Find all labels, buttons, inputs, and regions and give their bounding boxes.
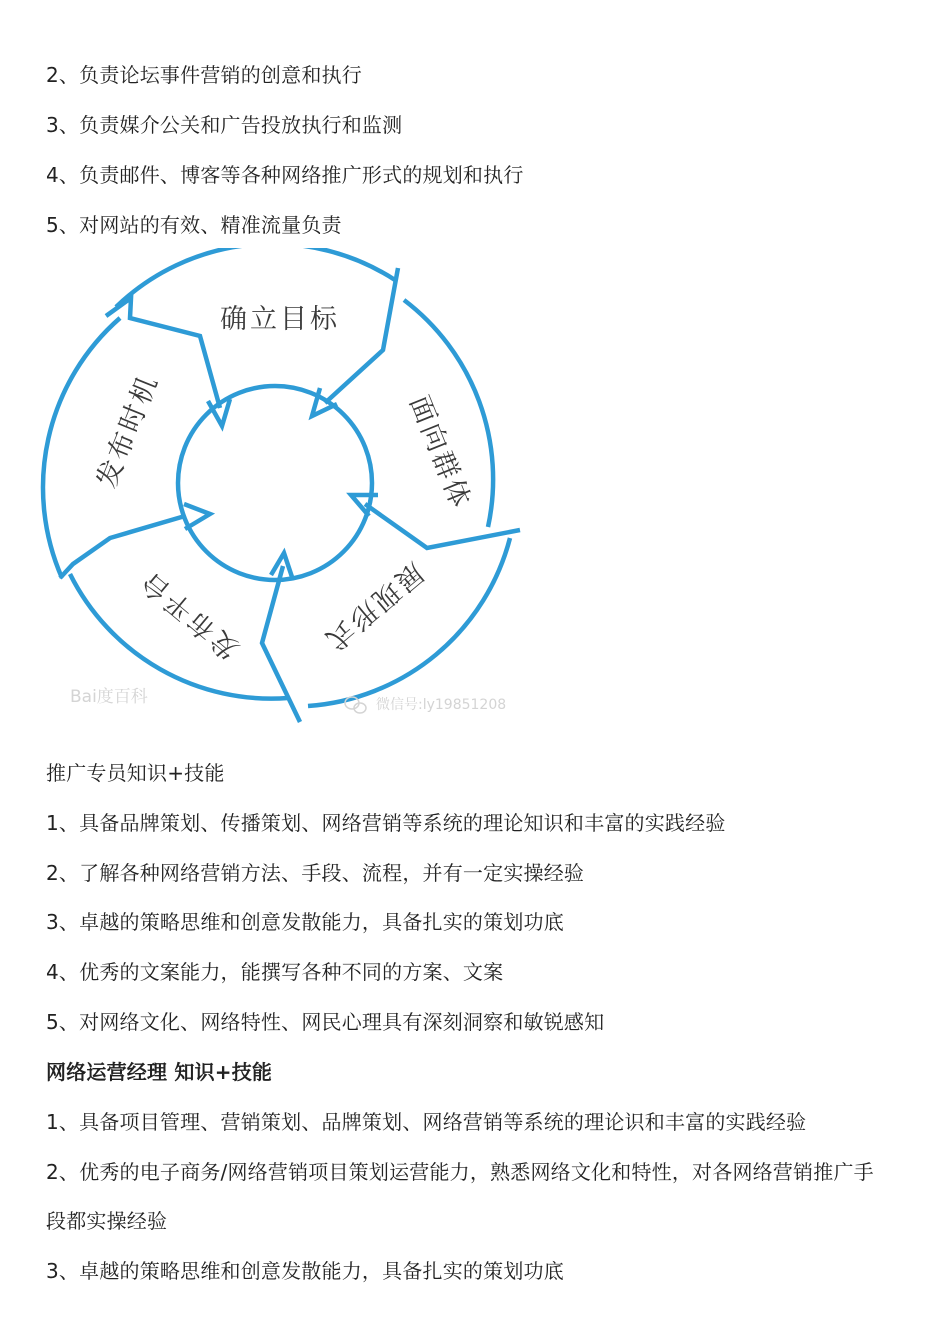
arrow-head — [184, 504, 210, 529]
list-item: 5、对网络文化、网络特性、网民心理具有深刻洞察和敏锐感知 — [46, 1010, 605, 1034]
cycle-label-audience: 面向群体 — [403, 391, 477, 515]
list-item: 3、负责媒介公关和广告投放执行和监测 — [46, 113, 403, 137]
list-item-continued: 段都实操经验 — [46, 1209, 168, 1233]
arrow — [365, 504, 520, 548]
inner-circle — [178, 386, 372, 580]
list-item: 4、优秀的文案能力，能撰写各种不同的方案、文案 — [46, 960, 504, 984]
arrow — [106, 298, 220, 408]
section-title: 网络运营经理 知识+技能 — [46, 1060, 273, 1084]
wechat-watermark: 微信号:ly19851208 — [376, 697, 507, 713]
section-title: 推广专员知识+技能 — [46, 761, 225, 785]
cycle-diagram — [40, 248, 540, 728]
list-item: 1、具备品牌策划、传播策划、网络营销等系统的理论知识和丰富的实践经验 — [46, 811, 726, 835]
list-item: 3、卓越的策略思维和创意发散能力，具备扎实的策划功底 — [46, 910, 564, 934]
list-item: 2、负责论坛事件营销的创意和执行 — [46, 63, 362, 87]
cycle-label-timing: 发布时机 — [91, 369, 165, 493]
list-item: 2、优秀的电子商务/网络营销项目策划运营能力，熟悉网络文化和特性，对各网络营销推广手 — [46, 1160, 874, 1184]
outer-arc — [116, 248, 395, 307]
cycle-label-platform: 发布平台 — [133, 564, 246, 665]
arrow — [60, 516, 185, 578]
list-item: 3、卓越的策略思维和创意发散能力，具备扎实的策划功底 — [46, 1259, 564, 1283]
list-item: 1、具备项目管理、营销策划、品牌策划、网络营销等系统的理论识和丰富的实践经验 — [46, 1110, 807, 1134]
list-item: 5、对网站的有效、精准流量负责 — [46, 213, 342, 237]
baidu-watermark: Bai度百科 — [70, 687, 148, 707]
list-item: 4、负责邮件、博客等各种网络推广形式的规划和执行 — [46, 163, 524, 187]
arrow — [325, 268, 398, 403]
cycle-label-form: 展现形式 — [317, 556, 430, 657]
cycle-label-goal: 确立目标 — [220, 304, 340, 335]
list-item: 2、了解各种网络营销方法、手段、流程，并有一定实操经验 — [46, 861, 585, 885]
